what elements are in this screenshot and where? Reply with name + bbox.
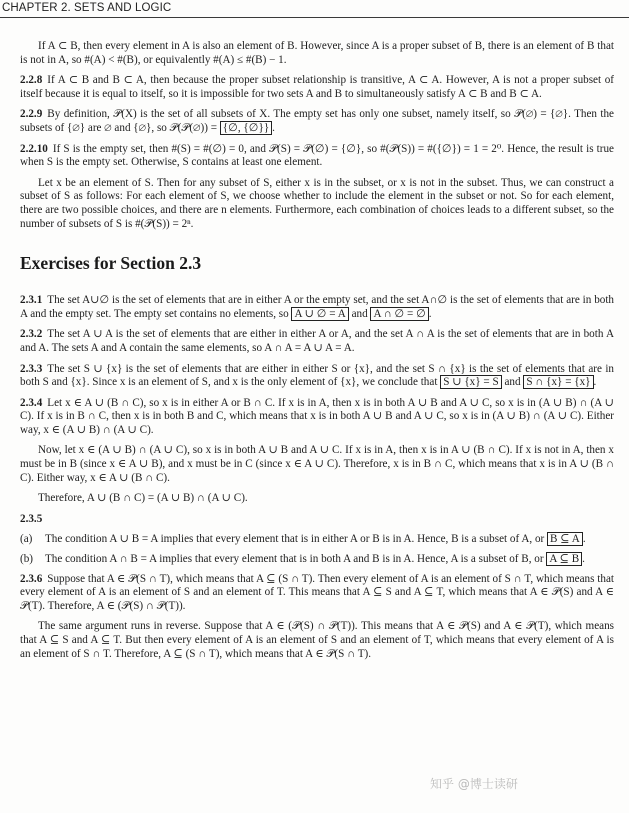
exercise-2-3-4-para2: Now, let x ∈ (A ∪ B) ∩ (A ∪ C), so x is in both A ∪ B and A ∪ C. If x is in A, then x is in A ∪ (B ∩ C). If x is not in A, then x must be in B (since x ∈ A ∪ B), and x must be in C (since x ∈ A ∪ C). Therefore, x is in B ∩ C, which means that x is in A ∪ (B ∩ C). Either way, x ∈ A ∪ (B ∩ C).: [20, 444, 614, 484]
exercise-text: The set S ∪ {x} is the set of elements that are either in either S or {x}, and the set S ∩ {x} is the set of elements that are in both S and {x}. Since x is an element of S, and x is the only element of {x}, we conclude that: [20, 362, 614, 389]
exercise-2-3-5-part-b: [20, 553, 614, 567]
exercise-number: 2.3.4: [20, 396, 43, 409]
solution-2-2-9: [20, 108, 614, 135]
chapter-title: CHAPTER 2. SETS AND LOGIC: [2, 2, 172, 14]
sentence-end: .: [593, 376, 597, 389]
part-text: The condition A ∩ B = A implies that every element that is in both A and B is in A. Hence, A is a subset of B, or: [45, 553, 544, 566]
answer-box: A ∩ ∅ = ∅: [370, 307, 428, 321]
part-label: (b): [20, 553, 33, 566]
solution-number: 2.2.8: [20, 74, 43, 87]
solution-text: By definition, 𝒫(X) is the set of all subsets of X. The empty set has only one subset, namely itself, so 𝒫(∅) = {∅}. Then the subsets of {∅} are ∅ and {∅}, so 𝒫(𝒫(∅)) =: [20, 108, 614, 134]
exercise-2-3-5-part-a: [20, 533, 614, 547]
solution-2-2-10-continued: Let x be an element of S. Then for any subset of S, either x is in the subset, or x is not in the subset. Thus, we can construct a subset of S as follows: For each element of S, we choose whether to include the element in the subset or not. So for each element, there are two possible choices, and there are n elements. Furthermore, each combination of choices leads to a different subset, so the number of subsets of S is #(𝒫(S)) = 2ⁿ.: [20, 176, 614, 230]
exercise-text: Let x ∈ A ∪ (B ∩ C), so x is in either A or B ∩ C. If x is in A, then x is in both A ∪ B and A ∪ C, so x is in (A ∪ B) ∩ (A ∪ C). If x is in B ∩ C, then x is in both B and C, which means that x is in both A ∪ B and A ∪ C, so x is in (A ∪ B) ∩ (A ∪ C). Either way, x ∈ (A ∪ B) ∩ (A ∪ C).: [20, 396, 614, 436]
exercise-number: 2.3.2: [20, 328, 43, 341]
solution-2-2-8: [20, 74, 614, 101]
watermark: 知乎 @博士读研: [430, 777, 518, 791]
solution-number: 2.2.9: [20, 108, 43, 121]
exercise-2-3-1: [20, 294, 614, 321]
part-label: (a): [20, 533, 33, 546]
exercise-2-3-5-number: 2.3.5: [20, 512, 43, 525]
sentence-end: .: [272, 121, 275, 134]
exercise-number: 2.3.1: [20, 294, 43, 307]
answer-box: B ⊆ A: [547, 532, 583, 546]
connector-text: and: [504, 376, 521, 389]
exercise-2-3-2: [20, 328, 614, 355]
connector-text: and: [351, 307, 368, 320]
solution-text: If S is the empty set, then #(S) = #(∅) = 0, and 𝒫(S) = 𝒫(∅) = {∅}, so #(𝒫(S)) = #({∅}) = 1 = 2⁰. Hence, the result is true when S is the empty set. Otherwise, S contains at least one element.: [20, 142, 614, 169]
answer-box: S ∩ {x} = {x}: [523, 375, 593, 389]
sentence-end: .: [582, 553, 585, 566]
answer-box: {∅, {∅}}: [220, 121, 272, 135]
running-head: [0, 0, 629, 18]
exercise-text: The set A ∪ A is the set of elements that are either in either A or A, and the set A ∩ A is the set of elements that are in both A and A. The sets A and A contain the same elements, so A ∩ A = A ∪ A = A.: [20, 328, 614, 354]
exercise-number: 2.3.6: [20, 572, 43, 585]
answer-box: A ∪ ∅ = A: [291, 307, 348, 321]
solution-number: 2.2.10: [20, 142, 48, 155]
sentence-end: .: [582, 533, 586, 546]
intro-paragraph: If A ⊂ B, then every element in A is also an element of B. However, since A is a proper subset of B, there is an element of B that is not in A, so #(A) < #(B), or equivalently #(A) ≤ #(B) − 1.: [20, 40, 614, 66]
answer-box: A ⊆ B: [546, 552, 582, 566]
solution-text: If A ⊂ B and B ⊂ A, then because the proper subset relationship is transitive, A ⊂ A. However, A is not a proper subset of itself because it is equal to itself, so it is impossible for two sets A and B to simultaneously satisfy A ⊂ B and B ⊂ A.: [20, 74, 614, 100]
exercise-number: 2.3.3: [20, 362, 43, 375]
solution-2-2-10: [20, 143, 614, 170]
exercise-2-3-4: [20, 397, 614, 438]
answer-box: S ∪ {x} = S: [440, 375, 501, 389]
page-content: [20, 40, 614, 668]
part-text: The condition A ∪ B = A implies that every element that is in either A or B is in A. Hence, B is a subset of A, or: [45, 533, 545, 546]
exercise-text: The set A∪∅ is the set of elements that are in either A or the empty set, and the set A∩∅ is the set of elements that are in both A and the empty set. The empty set contains no elements, so: [20, 294, 614, 320]
exercise-text: Suppose that A ∈ 𝒫(S ∩ T), which means that A ⊆ (S ∩ T). Then every element of A is an element of S ∩ T, which means that every element of A is an element of S and an element of T. This means that A ⊆ S and A ⊆ T, which means that A ∈ 𝒫(S) and A ∈ 𝒫(T). Therefore, A ∈ (𝒫(S) ∩ 𝒫(T)).: [20, 572, 614, 612]
exercise-2-3-6: [20, 573, 614, 614]
exercise-2-3-6-para2: The same argument runs in reverse. Suppose that A ∈ (𝒫(S) ∩ 𝒫(T)). This means that A ∈ 𝒫(S) and A ∈ 𝒫(T), which means that A ⊆ S and A ⊆ T. But then every element of A is an element of S and an element of T, which means that every element of A is an element of S ∩ T. Therefore, A ⊆ (S ∩ T), which means that A ∈ 𝒫(S ∩ T).: [20, 620, 614, 660]
exercise-2-3-4-conclusion: Therefore, A ∪ (B ∩ C) = (A ∪ B) ∩ (A ∪ C).: [38, 492, 248, 505]
exercise-2-3-3: [20, 363, 614, 390]
sentence-end: .: [428, 307, 432, 320]
section-heading: Exercises for Section 2.3: [20, 253, 202, 274]
